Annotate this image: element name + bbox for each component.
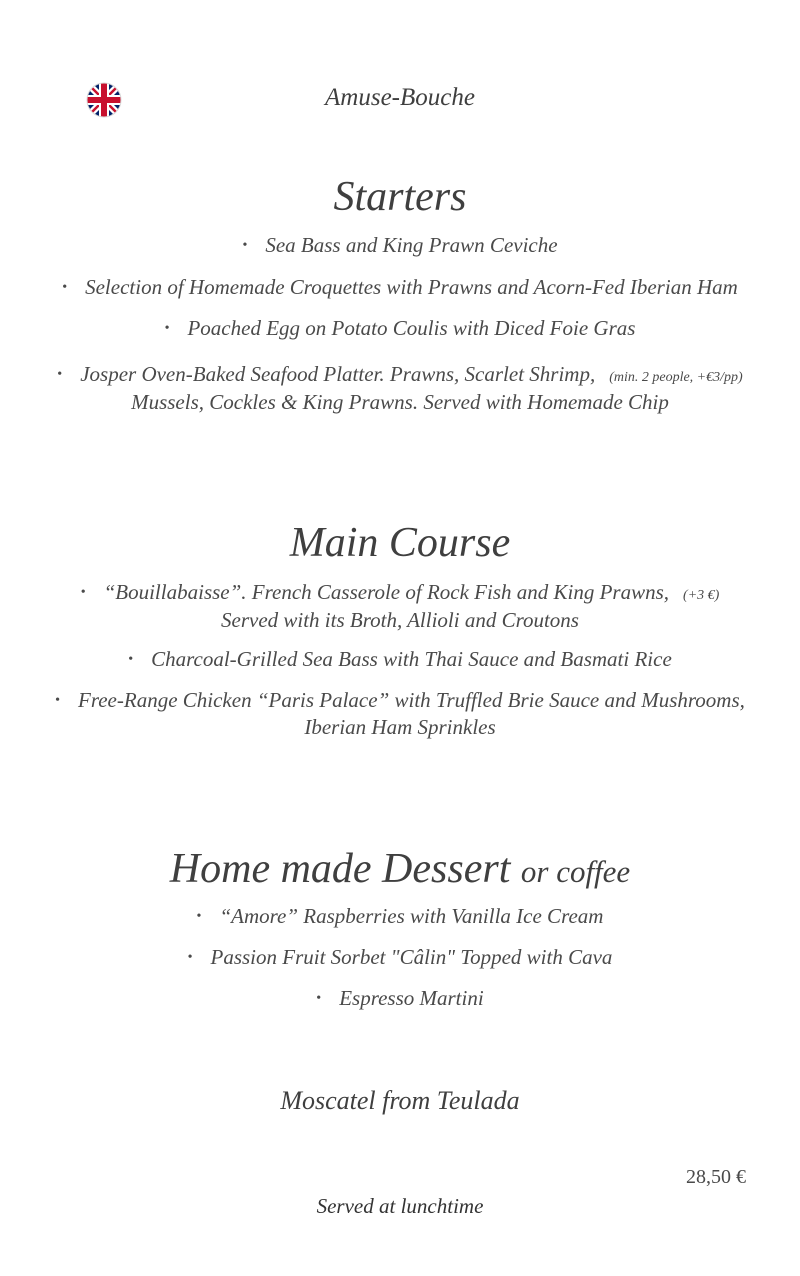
menu-price: 28,50 € bbox=[686, 1166, 746, 1188]
bullet: • bbox=[128, 651, 134, 667]
starter-item bbox=[0, 362, 800, 415]
dessert-item-text: Passion Fruit Sorbet "Câlin" Topped with Cava bbox=[210, 945, 613, 969]
bullet: • bbox=[196, 908, 202, 924]
starter-item-text: Selection of Homemade Croquettes with Prawns and Acorn-Fed Iberian Ham bbox=[85, 275, 738, 299]
dessert-item bbox=[0, 945, 800, 972]
starter-item-text: Josper Oven-Baked Seafood Platter. Prawns, Scarlet Shrimp, bbox=[80, 362, 596, 386]
dessert-item bbox=[0, 986, 800, 1013]
dessert-title-main: Home made Dessert bbox=[169, 846, 511, 892]
amuse-bouche-heading: Amuse-Bouche bbox=[325, 84, 475, 111]
starter-item bbox=[0, 275, 800, 302]
main-course-title: Main Course bbox=[289, 520, 511, 566]
bullet: • bbox=[62, 279, 68, 295]
main-item-subline: Served with its Broth, Allioli and Croutons bbox=[221, 608, 579, 632]
main-item bbox=[0, 580, 800, 633]
main-item-text: Charcoal-Grilled Sea Bass with Thai Sauce and Basmati Rice bbox=[151, 647, 672, 671]
starter-item-subline: Mussels, Cockles & King Prawns. Served with Homemade Chip bbox=[131, 390, 669, 414]
main-item-text: Free-Range Chicken “Paris Palace” with Truffled Brie Sauce and Mushrooms, bbox=[78, 688, 745, 712]
main-item-text: “Bouillabaisse”. French Casserole of Rock Fish and King Prawns, bbox=[103, 580, 670, 604]
main-item-subline: Iberian Ham Sprinkles bbox=[304, 714, 496, 739]
moscatel-line: Moscatel from Teulada bbox=[280, 1086, 520, 1115]
starter-item-note: (min. 2 people, +€3/pp) bbox=[609, 370, 743, 385]
dessert-item-text: Espresso Martini bbox=[339, 986, 484, 1010]
dessert-item-text: “Amore” Raspberries with Vanilla Ice Cream bbox=[219, 904, 604, 928]
dessert-title bbox=[0, 848, 800, 890]
bullet: • bbox=[55, 692, 61, 708]
starters-title: Starters bbox=[333, 174, 467, 220]
main-item bbox=[0, 647, 800, 674]
dessert-title-suffix: or coffee bbox=[520, 854, 631, 889]
starter-item-text: Sea Bass and King Prawn Ceviche bbox=[265, 233, 558, 257]
starter-item bbox=[0, 316, 800, 343]
bullet: • bbox=[164, 320, 170, 336]
starter-item-text: Poached Egg on Potato Coulis with Diced Foie Gras bbox=[187, 316, 636, 340]
main-item bbox=[0, 688, 800, 740]
served-note: Served at lunchtime bbox=[316, 1194, 484, 1218]
starter-item bbox=[0, 233, 800, 260]
bullet: • bbox=[316, 990, 322, 1006]
bullet: • bbox=[242, 237, 248, 253]
dessert-item bbox=[0, 904, 800, 931]
bullet: • bbox=[187, 949, 193, 965]
bullet: • bbox=[57, 366, 63, 382]
main-item-note: (+3 €) bbox=[683, 588, 720, 603]
bullet: • bbox=[80, 584, 86, 600]
